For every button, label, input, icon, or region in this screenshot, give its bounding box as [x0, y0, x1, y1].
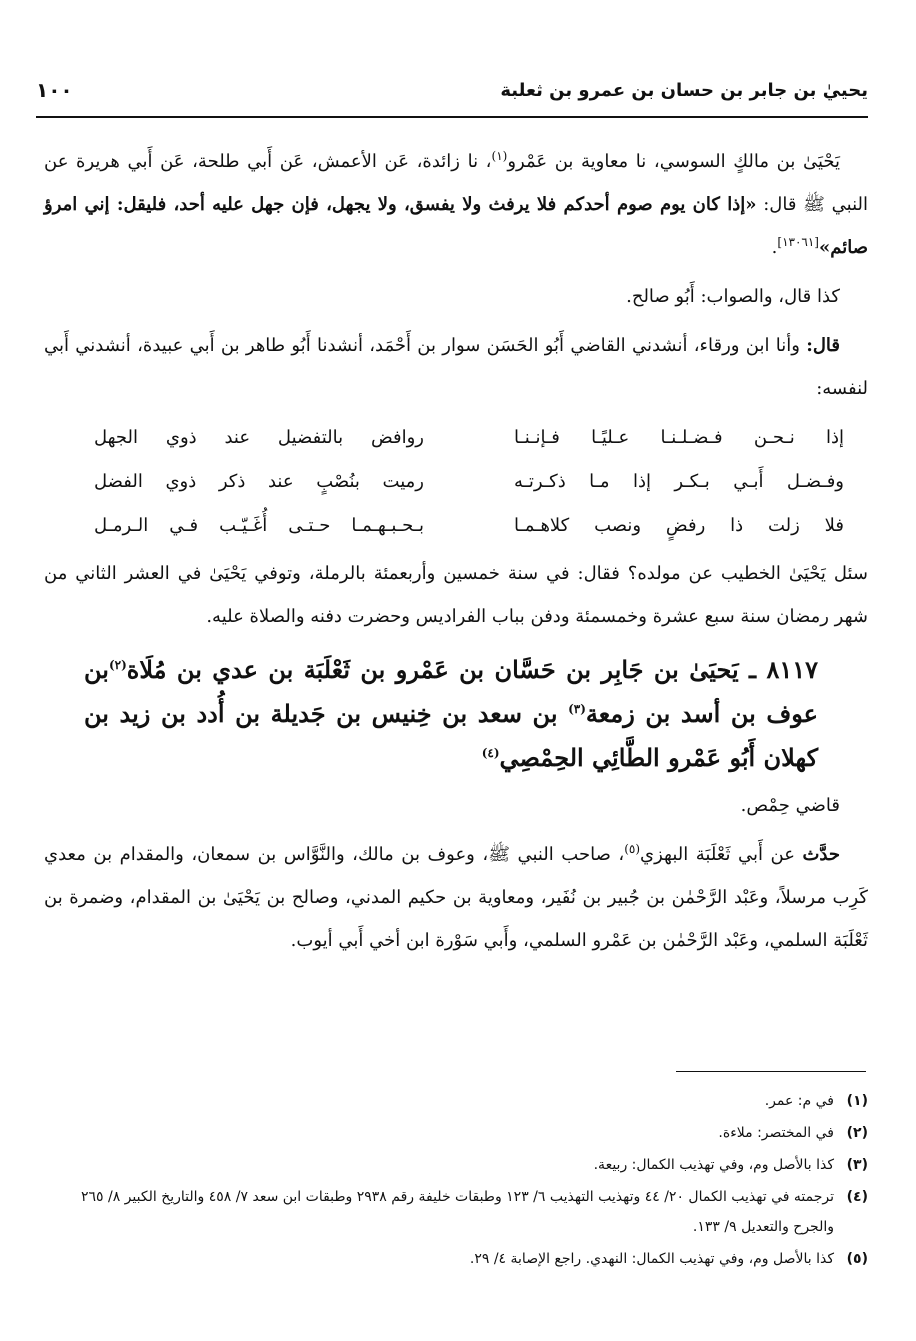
paragraph-qala: قال: وأنا ابن ورقاء، أنشدني القاضي أَبُو الحَسَن سوار بن أَحْمَد، أنشدنا أَبُو طاهر بن أَبي عبيدة، أنشدني أَبي لنفسه:	[44, 335, 868, 399]
footnote	[44, 1244, 868, 1274]
footnote-text: في المختصر: ملاءة.	[718, 1125, 834, 1141]
footnote-number: (٢)	[846, 1125, 868, 1141]
footnotes	[44, 1086, 868, 1276]
hadith-number: [١٣٠٦١]	[777, 235, 819, 249]
footnote-ref-1: (١)	[491, 149, 508, 163]
poem-verse	[44, 504, 868, 548]
paragraph-title: قاضي حِمْص.	[740, 795, 840, 816]
footnote-text: ترجمته في تهذيب الكمال ٢٠/ ٤٤ وتهذيب التهذيب ٦/ ١٢٣ وطبقات خليفة رقم ٢٩٣٨ وطبقات ابن سعد ٧/ ٤٥٨ والتاريخ الكبير ٨/ ٢٦٥ والجرح والتعديل ٩/ ١٣٣.	[80, 1189, 834, 1235]
entry-heading: ٨١١٧ ـ يَحيَىٰ بن جَابِر بن حَسَّان بن عَمْرو بن ثَعْلَبَة بن عدي بن مُلَاة$^{(٢)}$بن عوف بن أسد بن زمعة$^{(٣)}$ بن سعد بن خِنيس بن جَديلة بن أُدد بن زيد بن كهلان أَبُو عَمْرو الطَّائِي الحِمْصِي$^{(٤)}$	[84, 655, 818, 772]
verse-first-hemistich: إذا نـحـن فـضـلـنـا عـليًـا فـإنـنـا	[514, 427, 844, 448]
footnote-number: (٣)	[846, 1157, 868, 1173]
footnote	[44, 1118, 868, 1148]
footnote-divider	[676, 1071, 866, 1072]
footnote-ref-2: (٢)	[108, 658, 127, 672]
verse-second-hemistich: رميت بنُصْبٍ عند ذكر ذوي الفضل	[94, 471, 424, 492]
paragraph-narrators: حدَّث عن أَبي ثَعْلَبَة البهزي$^{(٥)}$، صاحب النبي ﷺ، وعوف بن مالك، والنَّوَّاس بن سمعان، والمقدام بن معدي كَرِب مرسلاً، وعَبْد الرَّحْمٰن بن جُبير بن نُفَير، ومعاوية بن حكيم المدني، وصالح بن يَحْيَىٰ بن المقدام، وضمرة بن ثَعْلَبَة السلمي، وعَبْد الرَّحْمٰن بن عَمْرو السلمي، وأَبي سَوْرة ابن أخي أَبي أيوب.	[44, 842, 868, 951]
page-header	[36, 76, 868, 118]
footnote	[44, 1182, 868, 1242]
paragraph-hadith: يَحْيَىٰ بن مالكٍ السوسي، نا معاوية بن عَمْرو$^{(١)}$، نا زائدة، عَن الأعمش، عَن أَبي طلحة، عَن أَبي هريرة عن النبي ﷺ قال: «إذا كان يوم صوم أحدكم فلا يرفث ولا يفسق، ولا يجهل، فإن جهل عليه أحد، فليقل: إني امرؤ صائم»[١٣٠٦١].	[44, 149, 868, 258]
page-number: ١٠٠	[36, 78, 73, 102]
footnote	[44, 1086, 868, 1116]
verse-second-hemistich: بـحـبـهـمـا حـتـى أُغَـيّـب فـي الـرمـل	[94, 515, 424, 536]
footnote-ref-3: (٣)	[568, 702, 586, 716]
verse-second-hemistich: روافض بالتفضيل عند ذوي الجهل	[94, 427, 424, 448]
footnote-ref-4: (٤)	[481, 746, 500, 760]
footnote-text: في م: عمر.	[764, 1093, 834, 1109]
poem-verse	[44, 460, 868, 504]
hadith-text: «إذا كان يوم صوم أحدكم فلا يرفث ولا يفسق، ولا يجهل، فإن جهل عليه أحد، فليقل: إني امرؤ صائم»	[44, 194, 868, 258]
footnote-ref-5: (٥)	[624, 842, 641, 856]
verse-first-hemistich: وفـضـل أَبـي بـكـر إذا مـا ذكـرتـه	[514, 471, 844, 492]
poem	[44, 416, 868, 548]
footnote	[44, 1150, 868, 1180]
running-title: يحييٰ بن جابر بن حسان بن عمرو بن ثعلبة	[500, 80, 868, 101]
footnote-text: كذا بالأصل وم، وفي تهذيب الكمال: النهدي. راجع الإصابة ٤/ ٢٩.	[469, 1251, 834, 1267]
poem-verse	[44, 416, 868, 460]
paragraph-correction: كذا قال، والصواب: أَبُو صالح.	[626, 286, 840, 307]
footnote-number: (٥)	[846, 1251, 868, 1267]
footnote-text: كذا بالأصل وم، وفي تهذيب الكمال: ربيعة.	[593, 1157, 834, 1173]
main-text	[44, 140, 868, 968]
verse-first-hemistich: فلا زلت ذا رفضٍ ونصب كلاهـمـا	[514, 515, 844, 536]
paragraph-birth-death: سئل يَحْيَىٰ الخطيب عن مولده؟ فقال: في سنة خمسين وأربعمئة بالرملة، وتوفي يَحْيَىٰ في العشر الثاني من شهر رمضان سنة سبع عشرة وخمسمئة ودفن بباب الفراديس وحضرت دفنه والصلاة عليه.	[44, 563, 868, 627]
footnote-number: (٤)	[846, 1189, 868, 1205]
footnote-number: (١)	[846, 1093, 868, 1109]
